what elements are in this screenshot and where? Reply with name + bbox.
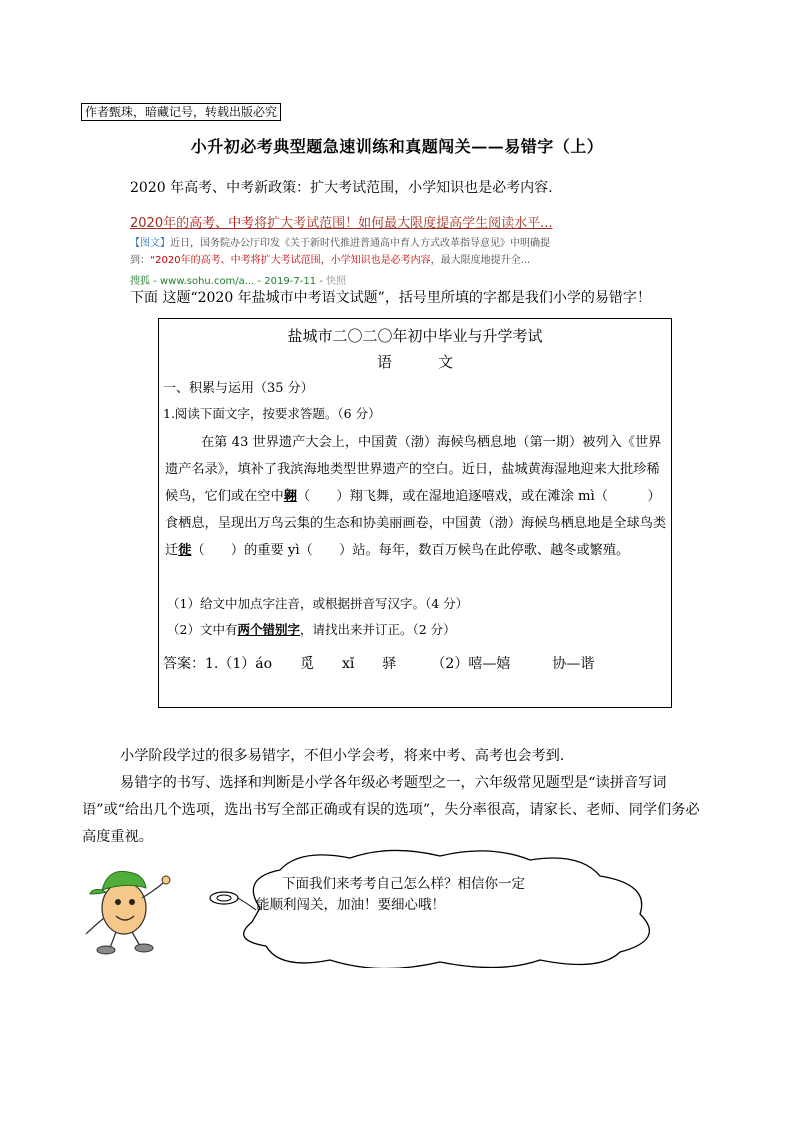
sub2-prefix: （2）文中有 (167, 622, 238, 637)
search-title-rest: 将扩大考试范围！如何最大限度提高学生阅读水平... (254, 216, 553, 231)
dotted-char-1: 翱 (283, 489, 297, 504)
sub2-underlined: 两个错别字 (237, 622, 300, 637)
speech-cloud (200, 848, 668, 968)
search-result-title[interactable] (130, 212, 553, 231)
search-desc-line1: 近日，国务院办公厅印发《关于新时代推进普通高中育人方式改革指导意见》中明确提 (170, 238, 550, 249)
exam-passage (165, 429, 667, 564)
copyright-notice: 作者甄珠，暗藏记号，转载出版必究 (81, 103, 281, 121)
exam-section: 一、积累与运用（35 分） (163, 381, 314, 396)
exam-title: 盐城市二〇二〇年初中毕业与升学考试 (287, 327, 543, 345)
sub2-rest: ，请找出来并订正。（2 分） (299, 622, 456, 637)
sub-question-1: （1）给文中加点字注音，或根据拼音写汉字。（4 分） (167, 596, 469, 611)
page-title: 小升初必考典型题急速训练和真题闯关——易错字（上） (190, 137, 604, 156)
search-desc-rest: ，最大限度地提升全... (430, 255, 531, 266)
search-tag: 【图文】 (130, 238, 170, 249)
search-result-source (130, 272, 346, 287)
search-desc-quote: “2020年的高考、中考将扩大考试范围，小学知识也是必考内容 (150, 255, 431, 266)
search-title-prefix: 2020年的 (130, 216, 190, 231)
dotted-char-2: 徙 (178, 543, 192, 558)
search-result-description (130, 235, 650, 269)
snapshot-link[interactable]: 快照 (326, 276, 347, 287)
passage-part-b: （ ）翔飞舞，或在湿地追逐嘻戏，或在滩涂 mì（ ）食栖息，呈现出万鸟云集的生态和协美丽画卷，中国黄（渤）海候鸟栖息地是全球鸟类迁 (165, 489, 667, 558)
exam-answer: 答案：1.（1）áo 觅 xǐ 驿 （2）嘻—嬉 协—谐 (163, 656, 595, 672)
paragraph-1: 小学阶段学过的很多易错字，不但小学会考，将来中考、高考也会考到. (120, 748, 565, 764)
search-source-url[interactable]: 搜狐 - www.sohu.com/a... - 2019-7-11 - (130, 276, 327, 287)
search-title-highlight: 高考、中考 (189, 216, 255, 231)
exam-question-1: 1.阅读下面文字，按要求答题。（6 分） (163, 406, 381, 421)
sub-question-2 (167, 620, 456, 638)
cloud-text (256, 874, 582, 916)
exam-subject: 语文 (376, 353, 499, 371)
intro-line: 下面 这题“2020 年盐城市中考语文试题”，括号里所填的字都是我们小学的易错字！ (130, 290, 651, 306)
mascot-icon (78, 858, 178, 958)
search-desc-prefix: 到： (130, 255, 150, 266)
paragraph-2: 易错字的书写、选择和判断是小学各年级必考题型之一，六年级常见题型是“读拼音写词 语”或“给出几个选项，选出书写全部正确或有误的选项”，失分率很高，请家长、老师、同学们务必高度重视。 (82, 775, 700, 845)
policy-line: 2020 年高考、中考新政策：扩大考试范围，小学知识也是必考内容. (130, 180, 553, 196)
cloud-line-2: 能顺利闯关，加油！要细心哦！ (256, 897, 445, 913)
cloud-line-1: 下面我们来考考自己怎么样？相信你一定 (282, 876, 525, 892)
passage-part-c: （ ）的重要 yì（ ）站。每年，数百万候鸟在此停歌、越冬或繁殖。 (191, 543, 630, 558)
exam-box (158, 318, 672, 708)
passage-part-a: 在第 43 世界遗产大会上，中国黄（渤）海候鸟栖息地（第一期）被列入《世界遗产名录》，填补了我滨海地类型世界遗产的空白。近日，盐城黄海湿地迎来大批珍稀候鸟，它们或在空中 (165, 435, 662, 504)
